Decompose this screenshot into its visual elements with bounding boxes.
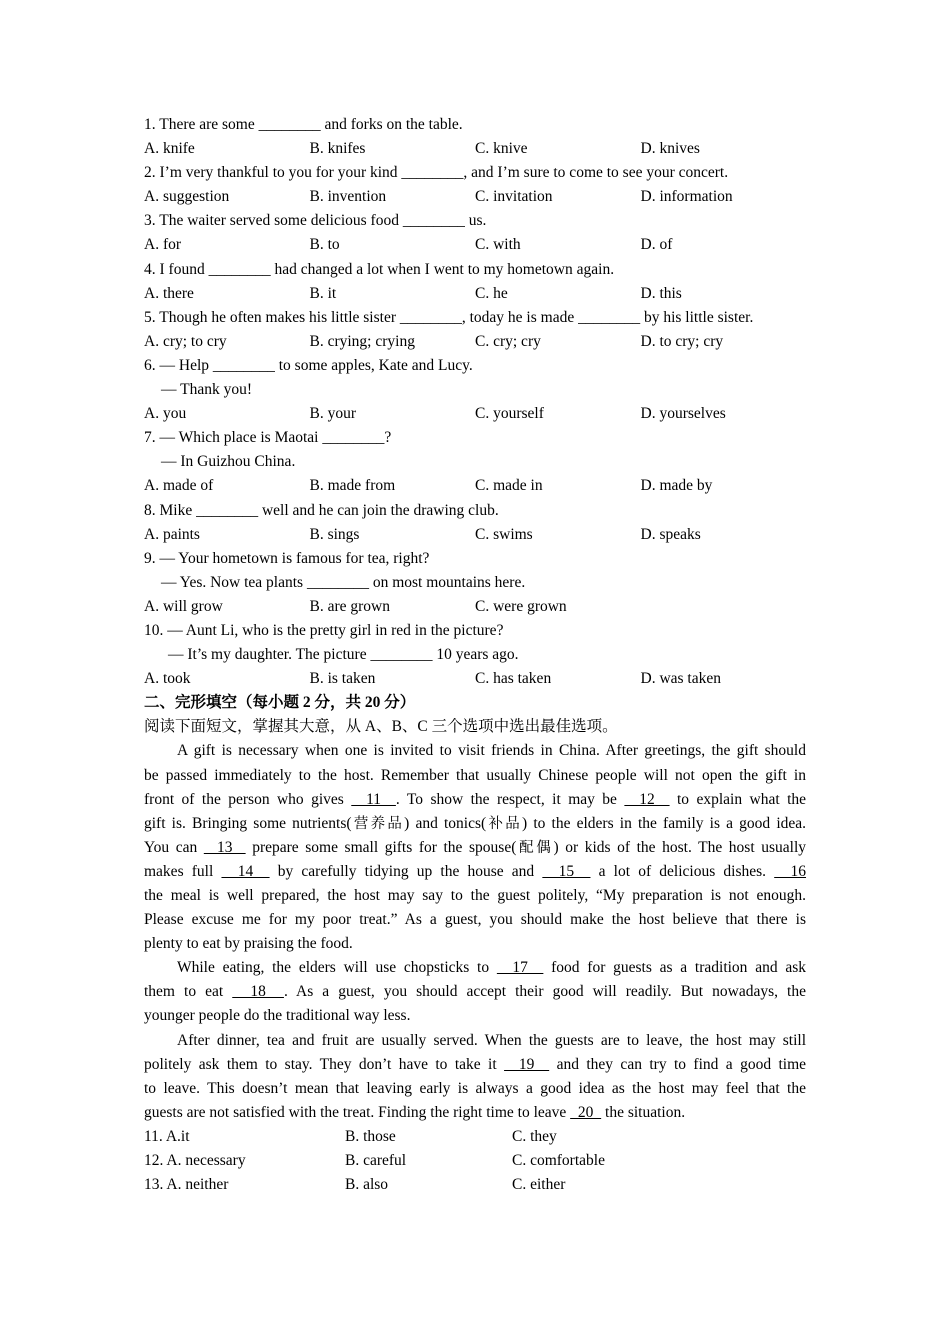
worksheet-page — [144, 113, 806, 1197]
option-choice: A. paints — [144, 525, 200, 543]
option-choice: D. this — [640, 284, 682, 302]
option-choice: B. made from — [309, 477, 396, 495]
passage-text: the situation. — [601, 1103, 686, 1121]
option-choice: C. he — [475, 284, 508, 302]
option-choice: C. cry; cry — [475, 332, 541, 350]
section-instruction: 阅读下面短文，掌握其大意，从 A、B、C 三个选项中选出最佳选项。 — [144, 718, 618, 736]
option-choice — [641, 595, 807, 619]
cloze-blank: 18 — [232, 983, 284, 1001]
passage-text: to leave. This doesn’t mean that leaving early is always a good idea as the host may feel that the — [144, 1079, 806, 1097]
option-row — [144, 402, 806, 426]
passage-text: . To show the respect, it may be — [395, 790, 625, 808]
option-row — [144, 667, 806, 691]
passage-line — [144, 812, 806, 836]
option-choice: C. comfortable — [512, 1152, 605, 1170]
option-choice: C. knive — [475, 140, 528, 158]
passage-text: A gift is necessary when one is invited to visit friends in China. After greetings, the gift should — [177, 742, 806, 760]
cloze-blank: 15 — [542, 862, 591, 880]
multiple-choice-section — [144, 113, 806, 691]
option-choice: C. invitation — [475, 188, 553, 206]
passage-text: younger people do the traditional way less. — [144, 1007, 411, 1025]
passage-text: . As a guest, you should accept their good will readily. But nowadays, the — [283, 983, 806, 1001]
chinese-gloss: 补品 — [486, 815, 523, 832]
option-choice: B. knifes — [309, 140, 366, 158]
option-choice: A. for — [144, 236, 182, 254]
option-row — [144, 233, 806, 257]
passage-text: prepare some small gifts for the spouse( — [245, 838, 517, 856]
question-stem: 3. The waiter served some delicious food ________ us. — [144, 212, 487, 230]
passage-line — [144, 884, 806, 908]
option-choice: D. was taken — [640, 670, 721, 688]
passage-text: a lot of delicious dishes. — [590, 862, 775, 880]
passage-line — [144, 1077, 806, 1101]
option-choice: B. crying; crying — [309, 332, 415, 350]
option-choice: B. sings — [309, 525, 360, 543]
option-choice: 12. A. necessary — [144, 1152, 246, 1170]
cloze-option-row — [144, 1173, 806, 1197]
passage-text: makes full — [144, 862, 222, 880]
option-choice: A. there — [144, 284, 194, 302]
option-choice: A. knife — [144, 140, 195, 158]
option-choice: B. also — [345, 1176, 389, 1194]
question-reply: — Yes. Now tea plants ________ on most mountains here. — [161, 573, 526, 591]
option-choice: B. it — [309, 284, 337, 302]
passage-text: ) or kids of the host. The host usually — [553, 838, 806, 856]
passage-text: food for guests as a tradition and ask — [543, 959, 806, 977]
option-choice: D. made by — [640, 477, 713, 495]
option-choice: B. your — [309, 405, 356, 423]
option-choice: C. either — [512, 1176, 566, 1194]
passage-line — [144, 739, 806, 763]
passage-text: be passed immediately to the host. Remember that usually Chinese people will not open the gift in — [144, 766, 806, 784]
question-stem: 5. Though he often makes his little sister ________, today he is made ________ by his little sister. — [144, 308, 754, 326]
option-choice: D. speaks — [640, 525, 701, 543]
passage-line — [144, 932, 806, 956]
cloze-options — [144, 1125, 806, 1197]
option-choice: C. with — [475, 236, 521, 254]
passage-line — [144, 980, 806, 1004]
cloze-blank: 19 — [504, 1055, 550, 1073]
option-choice: A. will grow — [144, 597, 223, 615]
option-row — [144, 474, 806, 498]
cloze-blank: 12 — [624, 790, 670, 808]
cloze-option-row — [144, 1125, 806, 1149]
passage-text: the meal is well prepared, the host may say to the guest politely, “My preparation is not enough. — [144, 887, 806, 904]
option-choice: B. are grown — [309, 597, 390, 615]
option-choice: C. were grown — [475, 597, 567, 615]
option-choice: C. swims — [475, 525, 533, 543]
option-choice: D. information — [640, 188, 733, 206]
cloze-blank: 13 — [203, 838, 246, 856]
passage-line — [144, 836, 806, 860]
passage-text: While eating, the elders will use chopsticks to — [177, 959, 497, 977]
cloze-passage — [144, 739, 806, 1125]
question-reply: — In Guizhou China. — [161, 453, 296, 471]
passage-line — [144, 764, 806, 788]
option-choice: B. is taken — [309, 670, 376, 688]
passage-line — [144, 1029, 806, 1053]
option-choice: C. has taken — [475, 670, 552, 688]
option-choice: A. cry; to cry — [144, 332, 227, 350]
option-row — [144, 137, 806, 161]
option-choice: B. invention — [309, 188, 387, 206]
section-heading: 二、完形填空（每小题 2 分，共 20 分） — [144, 694, 416, 712]
passage-text: guests are not satisfied with the treat. Finding the right time to leave — [144, 1103, 571, 1121]
option-choice: B. careful — [345, 1152, 407, 1170]
cloze-blank: 16 — [774, 862, 807, 880]
question-stem: 2. I’m very thankful to you for your kind ________, and I’m sure to come to see your concert. — [144, 164, 729, 182]
option-choice: A. took — [144, 670, 191, 688]
option-choice: C. they — [512, 1127, 557, 1145]
cloze-blank: 11 — [351, 790, 396, 808]
passage-text: ) and tonics( — [404, 814, 487, 832]
option-row — [144, 185, 806, 209]
passage-text: front of the person who gives — [144, 790, 352, 808]
option-choice: A. you — [144, 405, 187, 423]
cloze-blank: 14 — [221, 862, 270, 880]
option-choice: 11. A.it — [144, 1127, 190, 1145]
chinese-gloss: 配偶 — [516, 839, 554, 856]
question-reply: — Thank you! — [161, 381, 252, 399]
cloze-blank: 20 — [570, 1103, 602, 1121]
question-reply: — It’s my daughter. The picture ________ 10 years ago. — [168, 646, 519, 664]
cloze-option-row — [144, 1149, 806, 1173]
cloze-blank: 17 — [496, 959, 544, 977]
passage-line — [144, 860, 806, 884]
question-stem: 8. Mike ________ well and he can join the drawing club. — [144, 501, 499, 519]
question-stem: 4. I found ________ had changed a lot when I went to my hometown again. — [144, 260, 615, 278]
passage-text: and they can try to find a good time — [549, 1055, 807, 1073]
option-choice: A. suggestion — [144, 188, 230, 206]
passage-text: After dinner, tea and fruit are usually served. When the guests are to leave, the host may still — [177, 1031, 806, 1049]
question-stem: 1. There are some ________ and forks on the table. — [144, 116, 463, 133]
option-choice: D. to cry; cry — [640, 332, 724, 350]
passage-text: them to eat — [144, 983, 233, 1001]
passage-line — [144, 1101, 806, 1125]
question-stem: 6. — Help ________ to some apples, Kate and Lucy. — [144, 356, 473, 374]
option-row — [144, 523, 806, 547]
passage-text: You can — [144, 838, 204, 856]
option-row — [144, 330, 806, 354]
passage-line — [144, 1053, 806, 1077]
passage-text: gift is. Bringing some nutrients( — [144, 814, 352, 832]
option-choice: B. to — [309, 236, 340, 254]
option-choice: 13. A. neither — [144, 1176, 229, 1194]
passage-text: by carefully tidying up the house and — [269, 862, 543, 880]
option-row — [144, 595, 806, 619]
passage-line — [144, 1004, 806, 1028]
passage-text: ) to the elders in the family is a good idea. — [522, 814, 807, 832]
passage-line — [144, 908, 806, 932]
question-stem: 7. — Which place is Maotai ________? — [144, 429, 392, 447]
option-choice: B. those — [345, 1127, 396, 1145]
option-choice: C. yourself — [475, 405, 544, 423]
question-stem: 10. — Aunt Li, who is the pretty girl in red in the picture? — [144, 621, 504, 639]
passage-text: plenty to eat by praising the food. — [144, 935, 353, 953]
option-choice: D. of — [640, 236, 673, 254]
option-choice: C. made in — [475, 477, 543, 495]
passage-text: Please excuse me for my poor treat.” As a guest, you should make the host believe that there is — [144, 911, 806, 929]
option-row — [144, 282, 806, 306]
option-choice: A. made of — [144, 477, 214, 495]
chinese-gloss: 营养品 — [351, 815, 405, 832]
question-stem: 9. — Your hometown is famous for tea, right? — [144, 549, 430, 567]
passage-text: politely ask them to stay. They don’t have to take it — [144, 1055, 505, 1073]
option-choice: D. yourselves — [640, 405, 726, 423]
passage-line — [144, 788, 806, 812]
passage-text: to explain what the — [669, 790, 807, 808]
passage-line — [144, 956, 806, 980]
option-choice: D. knives — [640, 140, 700, 158]
